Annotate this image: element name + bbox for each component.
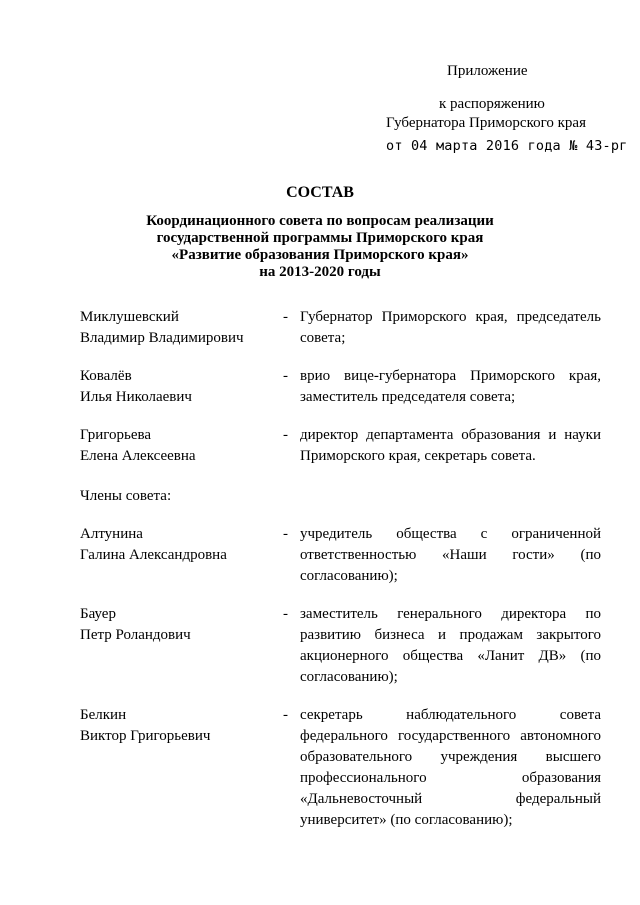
members-label: Члены совета:	[80, 488, 172, 504]
member-role: врио вице-губернатора Приморского края, заместитель председателя совета;	[300, 368, 601, 405]
appendix-governor: Губернатора Приморского края	[386, 115, 586, 131]
member-role: секретарь наблюдательного совета федерального государственного автономного образовательного учреждения высшего профессионального образования «Дальневосточный федеральный университет» (по согласованию);	[300, 707, 601, 828]
appendix-title: Приложение	[447, 63, 528, 79]
member-given-name: Виктор Григорьевич	[80, 728, 211, 744]
subtitle-line: на 2013-2020 годы	[259, 264, 381, 280]
member-dash: -	[283, 707, 288, 723]
member-name	[80, 366, 280, 408]
member-dash: -	[283, 606, 288, 622]
subtitle-line: государственной программы Приморского края	[156, 230, 484, 246]
member-dash: -	[283, 309, 288, 325]
member-name	[80, 524, 280, 566]
member-role: учредитель общества с ограниченной ответственностью «Наши гости» (по согласованию);	[300, 526, 601, 584]
member-name	[80, 425, 280, 467]
member-role: заместитель генерального директора по развитию бизнеса и продажам закрытого акционерного общества «Ланит ДВ» (по согласованию);	[300, 606, 601, 685]
member-surname: Бауер	[80, 606, 116, 622]
member-dash: -	[283, 526, 288, 542]
order-reference-stamp: от 04 марта 2016 года № 43-рг	[386, 138, 628, 154]
member-given-name: Владимир Владимирович	[80, 330, 244, 346]
member-name	[80, 705, 280, 747]
member-dash: -	[283, 427, 288, 443]
member-surname: Белкин	[80, 707, 127, 723]
member-name	[80, 307, 280, 349]
document-subtitle	[0, 213, 640, 281]
subtitle-line: Координационного совета по вопросам реализации	[146, 213, 494, 229]
member-given-name: Петр Роландович	[80, 627, 191, 643]
member-surname: Григорьева	[80, 427, 152, 443]
subtitle-line: «Развитие образования Приморского края»	[171, 247, 469, 263]
member-given-name: Елена Алексеевна	[80, 448, 196, 464]
appendix-to-order: к распоряжению	[439, 96, 545, 112]
member-role: директор департамента образования и науки Приморского края, секретарь совета.	[300, 427, 601, 464]
document-title: СОСТАВ	[286, 184, 354, 201]
member-name	[80, 604, 280, 646]
member-given-name: Илья Николаевич	[80, 389, 192, 405]
member-surname: Алтунина	[80, 526, 143, 542]
member-given-name: Галина Александровна	[80, 547, 227, 563]
member-surname: Миклушевский	[80, 309, 179, 325]
member-dash: -	[283, 368, 288, 384]
member-surname: Ковалёв	[80, 368, 132, 384]
member-role: Губернатор Приморского края, председатель совета;	[300, 309, 601, 346]
